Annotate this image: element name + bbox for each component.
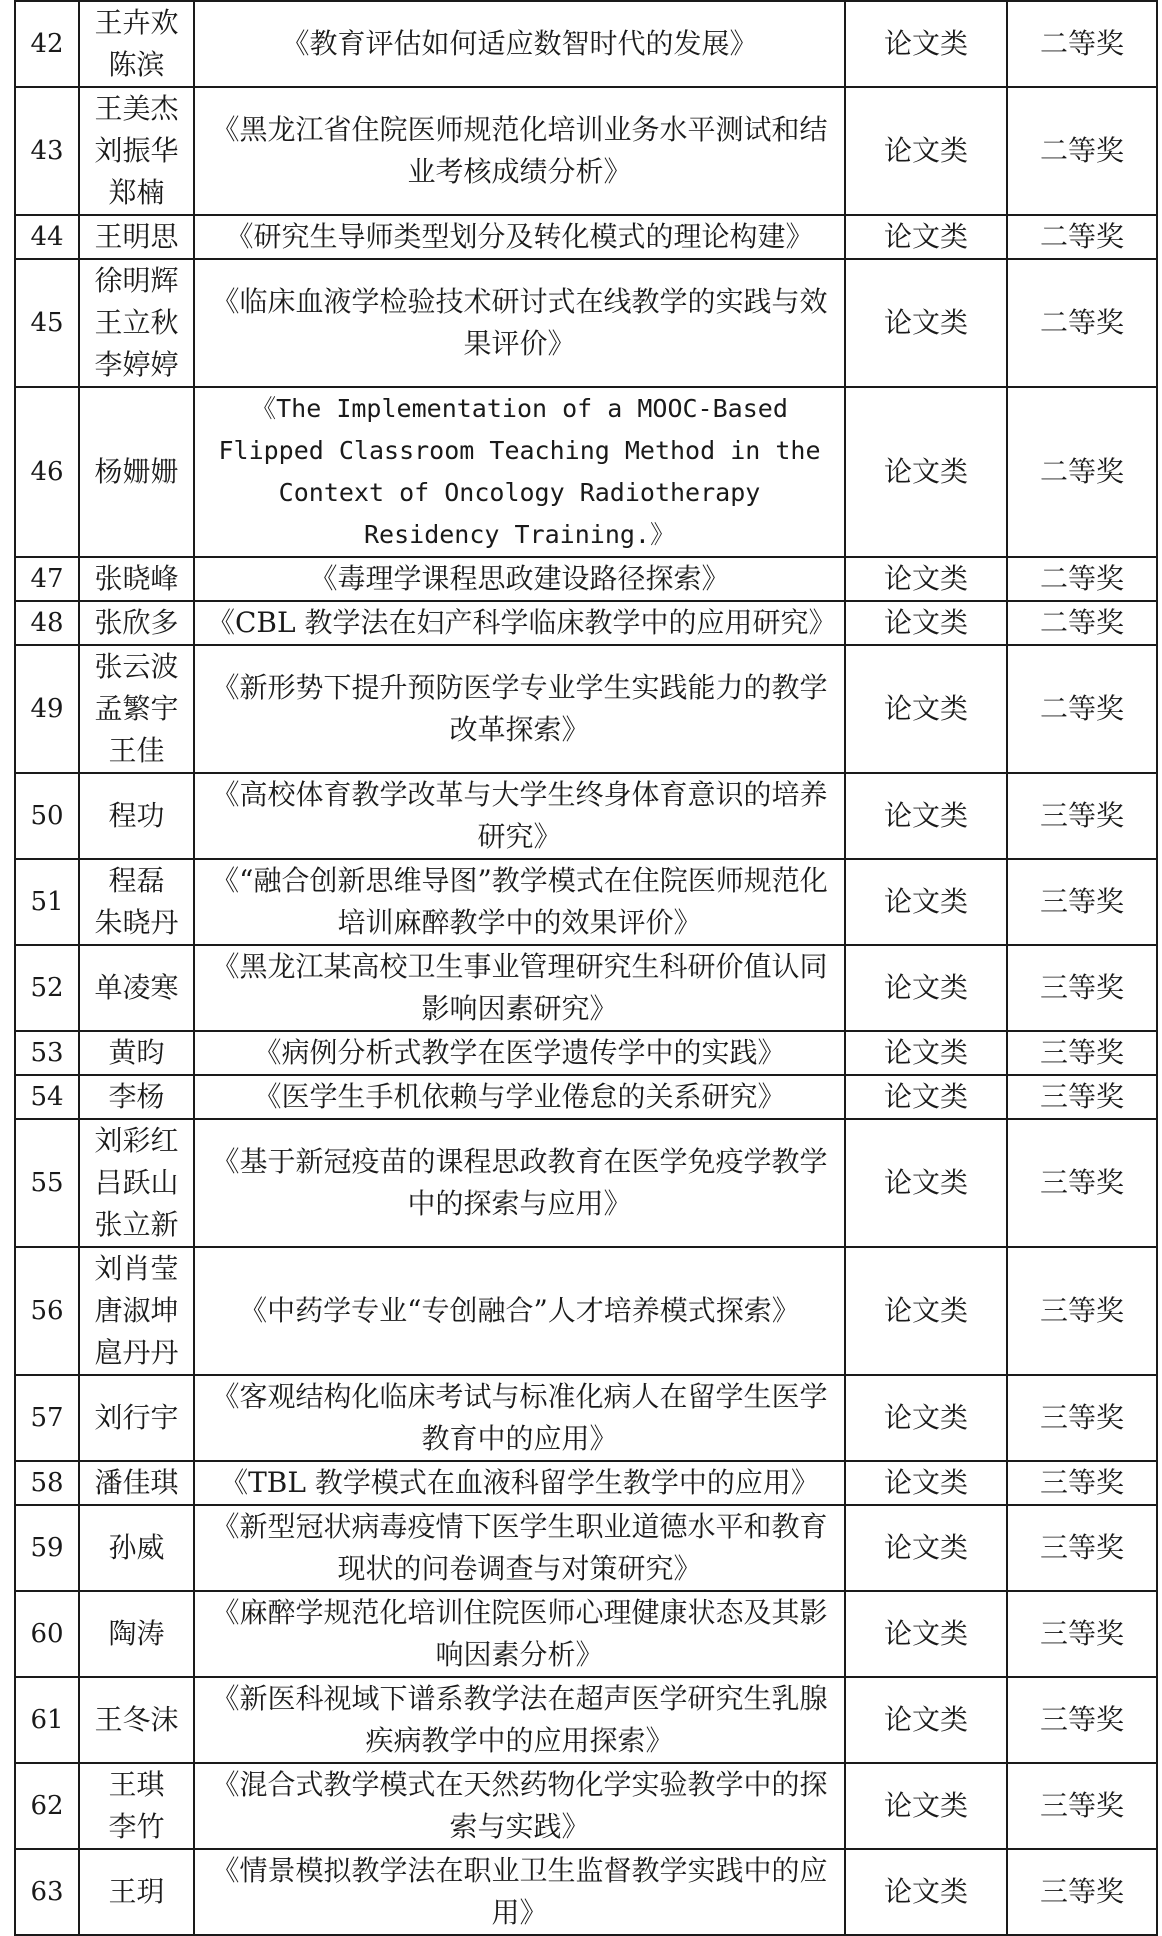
award-cell: 三等奖: [1007, 773, 1157, 859]
authors-cell: [79, 1119, 194, 1247]
paper-title: 《CBL 教学法在妇产科学临床教学中的应用研究》: [194, 601, 845, 645]
author-name: 郑楠: [108, 176, 165, 209]
category-cell: 论文类: [845, 387, 1007, 557]
category-cell: 论文类: [845, 1461, 1007, 1505]
award-cell: 三等奖: [1007, 1075, 1157, 1119]
category-cell: 论文类: [845, 1031, 1007, 1075]
award-cell: 三等奖: [1007, 1677, 1157, 1763]
row-number: 62: [15, 1763, 79, 1849]
table-row: [15, 1461, 1157, 1505]
category-cell: 论文类: [845, 1247, 1007, 1375]
paper-title: 《新形势下提升预防医学专业学生实践能力的教学改革探索》: [194, 645, 845, 773]
table-row: [15, 1849, 1157, 1935]
authors-cell: [79, 945, 194, 1031]
paper-title: 《The Implementation of a MOOC-Based Flipped Classroom Teaching Method in the Context of Oncology Radiotherapy Residency Training.》: [194, 387, 845, 557]
paper-title: 《客观结构化临床考试与标准化病人在留学生医学教育中的应用》: [194, 1375, 845, 1461]
category-cell: 论文类: [845, 859, 1007, 945]
author-name: 王立秋: [94, 306, 179, 339]
paper-title: 《黑龙江某高校卫生事业管理研究生科研价值认同影响因素研究》: [194, 945, 845, 1031]
paper-title: 《毒理学课程思政建设路径探索》: [194, 557, 845, 601]
author-name: 王美杰: [94, 92, 179, 125]
award-table-body: [15, 1, 1157, 1935]
row-number: 43: [15, 87, 79, 215]
row-number: 58: [15, 1461, 79, 1505]
paper-title: 《中药学专业“专创融合”人才培养模式探索》: [194, 1247, 845, 1375]
authors-cell: [79, 645, 194, 773]
paper-title: 《医学生手机依赖与学业倦怠的关系研究》: [194, 1075, 845, 1119]
category-cell: 论文类: [845, 773, 1007, 859]
row-number: 63: [15, 1849, 79, 1935]
table-row: [15, 945, 1157, 1031]
row-number: 47: [15, 557, 79, 601]
table-row: [15, 773, 1157, 859]
paper-title: 《新型冠状病毒疫情下医学生职业道德水平和教育现状的问卷调查与对策研究》: [194, 1505, 845, 1591]
author-name: 张立新: [94, 1208, 179, 1241]
award-cell: 三等奖: [1007, 1247, 1157, 1375]
table-row: [15, 387, 1157, 557]
category-cell: 论文类: [845, 601, 1007, 645]
paper-title: 《研究生导师类型划分及转化模式的理论构建》: [194, 215, 845, 259]
paper-title: 《高校体育教学改革与大学生终身体育意识的培养研究》: [194, 773, 845, 859]
author-name: 黄昀: [108, 1036, 165, 1069]
authors-cell: [79, 1247, 194, 1375]
author-name: 刘彩红: [94, 1124, 179, 1157]
table-row: [15, 1677, 1157, 1763]
row-number: 48: [15, 601, 79, 645]
table-row: [15, 215, 1157, 259]
author-name: 徐明辉: [94, 264, 179, 297]
authors-cell: [79, 1, 194, 87]
authors-cell: [79, 87, 194, 215]
award-cell: 三等奖: [1007, 945, 1157, 1031]
award-cell: 二等奖: [1007, 1, 1157, 87]
row-number: 59: [15, 1505, 79, 1591]
paper-title: 《临床血液学检验技术研讨式在线教学的实践与效果评价》: [194, 259, 845, 387]
author-name: 李杨: [108, 1080, 165, 1113]
award-cell: 二等奖: [1007, 387, 1157, 557]
authors-cell: [79, 387, 194, 557]
table-row: [15, 859, 1157, 945]
award-cell: 三等奖: [1007, 1031, 1157, 1075]
row-number: 50: [15, 773, 79, 859]
category-cell: 论文类: [845, 215, 1007, 259]
category-cell: 论文类: [845, 1119, 1007, 1247]
category-cell: 论文类: [845, 1849, 1007, 1935]
table-row: [15, 1247, 1157, 1375]
author-name: 王明思: [94, 220, 179, 253]
category-cell: 论文类: [845, 1677, 1007, 1763]
row-number: 60: [15, 1591, 79, 1677]
authors-cell: [79, 601, 194, 645]
award-cell: 三等奖: [1007, 1375, 1157, 1461]
table-row: [15, 1119, 1157, 1247]
author-name: 刘行宇: [94, 1401, 179, 1434]
table-row: [15, 1031, 1157, 1075]
author-name: 扈丹丹: [94, 1336, 179, 1369]
author-name: 张欣多: [94, 606, 179, 639]
author-name: 陶涛: [108, 1617, 165, 1650]
award-cell: 三等奖: [1007, 859, 1157, 945]
table-row: [15, 1591, 1157, 1677]
award-cell: 三等奖: [1007, 1591, 1157, 1677]
author-name: 程功: [108, 799, 165, 832]
row-number: 56: [15, 1247, 79, 1375]
author-name: 孙威: [108, 1531, 165, 1564]
award-cell: 三等奖: [1007, 1763, 1157, 1849]
author-name: 吕跃山: [94, 1166, 179, 1199]
authors-cell: [79, 215, 194, 259]
author-name: 刘振华: [94, 134, 179, 167]
table-row: [15, 645, 1157, 773]
paper-title: 《病例分析式教学在医学遗传学中的实践》: [194, 1031, 845, 1075]
author-name: 李竹: [108, 1810, 165, 1843]
author-name: 孟繁宇: [94, 692, 179, 725]
row-number: 55: [15, 1119, 79, 1247]
paper-title: 《基于新冠疫苗的课程思政教育在医学免疫学教学中的探索与应用》: [194, 1119, 845, 1247]
category-cell: 论文类: [845, 1505, 1007, 1591]
authors-cell: [79, 1031, 194, 1075]
category-cell: 论文类: [845, 87, 1007, 215]
paper-title: 《混合式教学模式在天然药物化学实验教学中的探索与实践》: [194, 1763, 845, 1849]
authors-cell: [79, 557, 194, 601]
award-cell: 三等奖: [1007, 1505, 1157, 1591]
table-row: [15, 1505, 1157, 1591]
table-row: [15, 557, 1157, 601]
award-cell: 三等奖: [1007, 1119, 1157, 1247]
award-cell: 二等奖: [1007, 87, 1157, 215]
author-name: 程磊: [108, 864, 165, 897]
author-name: 王卉欢: [94, 6, 179, 39]
author-name: 杨姗姗: [94, 455, 179, 488]
category-cell: 论文类: [845, 557, 1007, 601]
paper-title: 《情景模拟教学法在职业卫生监督教学实践中的应用》: [194, 1849, 845, 1935]
table-row: [15, 1075, 1157, 1119]
authors-cell: [79, 859, 194, 945]
paper-title: 《麻醉学规范化培训住院医师心理健康状态及其影响因素分析》: [194, 1591, 845, 1677]
award-cell: 三等奖: [1007, 1461, 1157, 1505]
table-row: [15, 601, 1157, 645]
table-row: [15, 259, 1157, 387]
paper-title: 《教育评估如何适应数智时代的发展》: [194, 1, 845, 87]
award-cell: 二等奖: [1007, 215, 1157, 259]
author-name: 张晓峰: [94, 562, 179, 595]
author-name: 王佳: [108, 734, 165, 767]
table-row: [15, 87, 1157, 215]
category-cell: 论文类: [845, 1763, 1007, 1849]
row-number: 57: [15, 1375, 79, 1461]
author-name: 朱晓丹: [94, 906, 179, 939]
award-table: [14, 0, 1158, 1936]
paper-title: 《“融合创新思维导图”教学模式在住院医师规范化培训麻醉教学中的效果评价》: [194, 859, 845, 945]
category-cell: 论文类: [845, 259, 1007, 387]
authors-cell: [79, 1505, 194, 1591]
author-name: 张云波: [94, 650, 179, 683]
table-row: [15, 1, 1157, 87]
award-cell: 二等奖: [1007, 645, 1157, 773]
award-cell: 二等奖: [1007, 259, 1157, 387]
author-name: 王琪: [108, 1768, 165, 1801]
paper-title: 《新医科视域下谱系教学法在超声医学研究生乳腺疾病教学中的应用探索》: [194, 1677, 845, 1763]
author-name: 李婷婷: [94, 348, 179, 381]
row-number: 45: [15, 259, 79, 387]
author-name: 王冬沫: [94, 1703, 179, 1736]
row-number: 46: [15, 387, 79, 557]
category-cell: 论文类: [845, 945, 1007, 1031]
table-row: [15, 1763, 1157, 1849]
table-row: [15, 1375, 1157, 1461]
category-cell: 论文类: [845, 1, 1007, 87]
author-name: 单凌寒: [94, 971, 179, 1004]
row-number: 52: [15, 945, 79, 1031]
category-cell: 论文类: [845, 1075, 1007, 1119]
authors-cell: [79, 1677, 194, 1763]
author-name: 潘佳琪: [94, 1466, 179, 1499]
authors-cell: [79, 1763, 194, 1849]
author-name: 王玥: [108, 1875, 165, 1908]
category-cell: 论文类: [845, 1591, 1007, 1677]
author-name: 唐淑坤: [94, 1294, 179, 1327]
paper-title: 《黑龙江省住院医师规范化培训业务水平测试和结业考核成绩分析》: [194, 87, 845, 215]
category-cell: 论文类: [845, 1375, 1007, 1461]
authors-cell: [79, 1849, 194, 1935]
authors-cell: [79, 773, 194, 859]
row-number: 51: [15, 859, 79, 945]
row-number: 42: [15, 1, 79, 87]
row-number: 61: [15, 1677, 79, 1763]
authors-cell: [79, 1075, 194, 1119]
row-number: 44: [15, 215, 79, 259]
row-number: 53: [15, 1031, 79, 1075]
authors-cell: [79, 1375, 194, 1461]
author-name: 刘肖莹: [94, 1252, 179, 1285]
row-number: 54: [15, 1075, 79, 1119]
category-cell: 论文类: [845, 645, 1007, 773]
award-cell: 二等奖: [1007, 557, 1157, 601]
author-name: 陈滨: [108, 48, 165, 81]
paper-title: 《TBL 教学模式在血液科留学生教学中的应用》: [194, 1461, 845, 1505]
authors-cell: [79, 1461, 194, 1505]
authors-cell: [79, 259, 194, 387]
award-cell: 三等奖: [1007, 1849, 1157, 1935]
row-number: 49: [15, 645, 79, 773]
award-cell: 二等奖: [1007, 601, 1157, 645]
authors-cell: [79, 1591, 194, 1677]
